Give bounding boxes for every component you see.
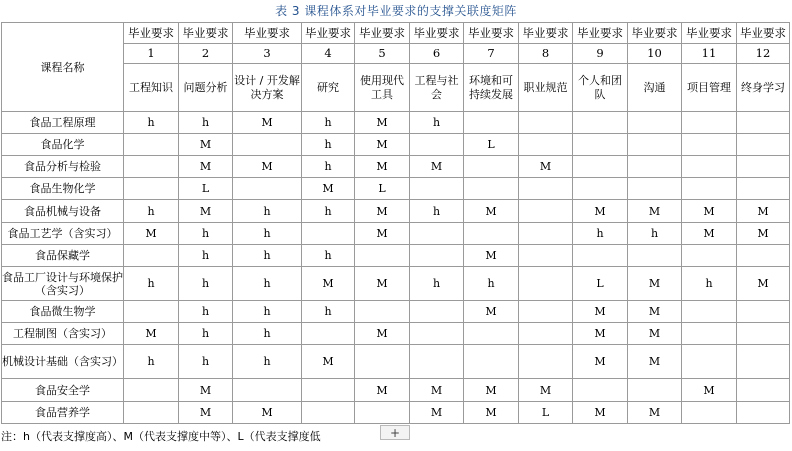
support-level-cell: h <box>124 112 179 134</box>
support-level-cell: M <box>124 223 179 245</box>
support-level-cell: h <box>233 200 302 223</box>
support-level-cell: M <box>628 267 682 301</box>
course-name-cell: 食品化学 <box>2 134 124 156</box>
support-level-cell: h <box>179 301 233 323</box>
table-row <box>2 112 790 134</box>
support-level-cell <box>124 134 179 156</box>
course-name-cell: 食品微生物学 <box>2 301 124 323</box>
requirement-prefix: 毕业要求 <box>519 23 573 44</box>
support-level-cell: M <box>464 301 519 323</box>
support-level-cell <box>519 112 573 134</box>
requirement-prefix: 毕业要求 <box>682 23 737 44</box>
support-level-cell: M <box>737 200 790 223</box>
support-level-cell <box>682 134 737 156</box>
requirement-number: 1 <box>124 44 179 64</box>
support-level-cell <box>737 345 790 379</box>
support-level-cell: M <box>410 156 464 178</box>
support-level-cell <box>464 223 519 245</box>
support-level-cell <box>573 156 628 178</box>
support-level-cell <box>124 379 179 402</box>
support-level-cell <box>124 402 179 424</box>
support-level-cell <box>682 345 737 379</box>
requirement-number: 2 <box>179 44 233 64</box>
course-name-cell: 食品工厂设计与环境保护（含实习） <box>2 267 124 301</box>
table-row <box>2 267 790 301</box>
requirement-prefix: 毕业要求 <box>179 23 233 44</box>
support-level-cell: M <box>179 402 233 424</box>
course-name-cell: 食品机械与设备 <box>2 200 124 223</box>
support-level-cell: M <box>682 223 737 245</box>
requirement-prefix: 毕业要求 <box>464 23 519 44</box>
support-level-cell: M <box>573 323 628 345</box>
support-level-cell: M <box>410 402 464 424</box>
course-name-cell: 食品保藏学 <box>2 245 124 267</box>
support-level-cell <box>573 178 628 200</box>
support-level-cell <box>628 379 682 402</box>
support-level-cell: h <box>302 112 355 134</box>
requirement-prefix: 毕业要求 <box>233 23 302 44</box>
support-level-cell <box>737 156 790 178</box>
requirement-name: 使用现代工具 <box>355 64 410 112</box>
support-level-cell <box>410 134 464 156</box>
table-row <box>2 156 790 178</box>
support-level-cell <box>737 112 790 134</box>
support-level-cell: h <box>179 345 233 379</box>
requirement-prefix: 毕业要求 <box>355 23 410 44</box>
table-row <box>2 134 790 156</box>
support-level-cell: h <box>302 156 355 178</box>
support-level-cell <box>302 323 355 345</box>
support-level-cell <box>519 245 573 267</box>
table-row <box>2 200 790 223</box>
table-row <box>2 345 790 379</box>
requirement-prefix: 毕业要求 <box>124 23 179 44</box>
support-level-cell: L <box>355 178 410 200</box>
support-level-cell: M <box>519 379 573 402</box>
support-level-cell: M <box>682 379 737 402</box>
support-level-cell <box>464 323 519 345</box>
support-level-cell <box>519 301 573 323</box>
requirement-number: 7 <box>464 44 519 64</box>
add-button[interactable]: + <box>380 425 410 440</box>
requirement-name: 项目管理 <box>682 64 737 112</box>
legend-note: 注：h（代表支撑度高）、M（代表支撑度中等）、L（代表支撑度低 <box>1 430 321 443</box>
support-level-cell <box>682 323 737 345</box>
table-row <box>2 301 790 323</box>
support-level-cell: M <box>628 402 682 424</box>
support-level-cell: M <box>628 301 682 323</box>
support-level-cell <box>124 245 179 267</box>
support-level-cell <box>682 402 737 424</box>
support-level-cell <box>519 134 573 156</box>
support-level-cell: M <box>464 379 519 402</box>
support-level-cell: M <box>355 379 410 402</box>
support-level-cell <box>628 134 682 156</box>
requirement-name: 个人和团队 <box>573 64 628 112</box>
support-level-cell <box>573 379 628 402</box>
support-level-cell <box>519 223 573 245</box>
table-header <box>2 23 790 112</box>
support-level-cell: M <box>179 134 233 156</box>
support-level-cell: h <box>179 223 233 245</box>
support-level-cell <box>410 345 464 379</box>
support-level-cell: M <box>355 112 410 134</box>
support-level-cell <box>628 178 682 200</box>
support-level-cell <box>737 323 790 345</box>
support-level-cell: M <box>355 156 410 178</box>
requirement-number: 6 <box>410 44 464 64</box>
support-level-cell: h <box>302 301 355 323</box>
support-level-cell <box>682 178 737 200</box>
support-level-cell: M <box>179 379 233 402</box>
support-level-cell: M <box>573 301 628 323</box>
support-level-cell: L <box>573 267 628 301</box>
support-level-cell: h <box>179 245 233 267</box>
requirement-number: 5 <box>355 44 410 64</box>
support-level-cell: h <box>179 267 233 301</box>
support-level-cell: h <box>682 267 737 301</box>
support-level-cell: h <box>124 345 179 379</box>
support-level-cell <box>464 156 519 178</box>
support-level-cell: M <box>628 323 682 345</box>
requirement-number: 3 <box>233 44 302 64</box>
support-level-cell <box>302 402 355 424</box>
support-level-cell: h <box>628 223 682 245</box>
support-level-cell <box>519 267 573 301</box>
support-level-cell <box>233 134 302 156</box>
support-level-cell <box>737 245 790 267</box>
support-level-cell <box>682 301 737 323</box>
support-level-cell: M <box>464 245 519 267</box>
support-level-cell <box>682 112 737 134</box>
support-level-cell <box>355 345 410 379</box>
support-level-cell: h <box>573 223 628 245</box>
table-body <box>2 112 790 424</box>
support-level-cell: h <box>302 245 355 267</box>
support-level-cell: M <box>179 200 233 223</box>
support-level-cell <box>464 178 519 200</box>
support-level-cell <box>233 379 302 402</box>
support-level-cell: M <box>628 200 682 223</box>
support-level-cell: h <box>233 245 302 267</box>
support-level-cell: M <box>682 200 737 223</box>
support-level-cell: h <box>410 200 464 223</box>
requirement-name: 问题分析 <box>179 64 233 112</box>
support-level-cell: M <box>233 112 302 134</box>
support-level-cell: L <box>519 402 573 424</box>
support-matrix-table <box>1 22 790 424</box>
support-level-cell: h <box>233 267 302 301</box>
support-level-cell: L <box>464 134 519 156</box>
requirement-number: 9 <box>573 44 628 64</box>
support-level-cell: h <box>233 223 302 245</box>
table-row <box>2 178 790 200</box>
support-level-cell: h <box>233 345 302 379</box>
support-level-cell <box>355 402 410 424</box>
support-level-cell <box>302 379 355 402</box>
support-level-cell: L <box>179 178 233 200</box>
support-level-cell: M <box>355 323 410 345</box>
requirement-number: 4 <box>302 44 355 64</box>
support-level-cell <box>737 402 790 424</box>
support-level-cell <box>737 178 790 200</box>
requirement-number: 11 <box>682 44 737 64</box>
support-level-cell: M <box>573 402 628 424</box>
support-level-cell <box>682 156 737 178</box>
table-row <box>2 402 790 424</box>
support-level-cell: h <box>410 112 464 134</box>
support-level-cell: M <box>573 200 628 223</box>
support-level-cell: M <box>628 345 682 379</box>
support-level-cell <box>464 112 519 134</box>
support-level-cell: M <box>355 267 410 301</box>
support-level-cell <box>355 301 410 323</box>
support-level-cell: M <box>302 345 355 379</box>
support-level-cell <box>628 245 682 267</box>
support-level-cell: M <box>355 223 410 245</box>
support-level-cell: h <box>124 200 179 223</box>
requirement-prefix: 毕业要求 <box>628 23 682 44</box>
support-level-cell: M <box>124 323 179 345</box>
support-level-cell: h <box>302 134 355 156</box>
support-level-cell <box>302 223 355 245</box>
support-level-cell <box>233 178 302 200</box>
support-level-cell <box>355 245 410 267</box>
support-level-cell: M <box>179 156 233 178</box>
support-level-cell <box>124 178 179 200</box>
course-name-cell: 食品安全学 <box>2 379 124 402</box>
support-level-cell: h <box>302 200 355 223</box>
support-level-cell <box>519 323 573 345</box>
course-name-cell: 食品分析与检验 <box>2 156 124 178</box>
requirement-name: 研究 <box>302 64 355 112</box>
support-level-cell: h <box>124 267 179 301</box>
requirement-name: 职业规范 <box>519 64 573 112</box>
support-level-cell <box>628 112 682 134</box>
support-level-cell <box>410 301 464 323</box>
support-level-cell <box>737 301 790 323</box>
support-level-cell: M <box>464 402 519 424</box>
requirement-prefix: 毕业要求 <box>302 23 355 44</box>
requirement-number: 10 <box>628 44 682 64</box>
requirement-prefix: 毕业要求 <box>410 23 464 44</box>
course-name-cell: 工程制图（含实习） <box>2 323 124 345</box>
support-level-cell <box>737 134 790 156</box>
support-level-cell: h <box>179 323 233 345</box>
support-level-cell: M <box>355 134 410 156</box>
support-level-cell <box>573 134 628 156</box>
course-name-cell: 机械设计基础（含实习） <box>2 345 124 379</box>
requirement-name: 工程知识 <box>124 64 179 112</box>
support-level-cell: h <box>410 267 464 301</box>
support-level-cell: M <box>573 345 628 379</box>
support-level-cell: M <box>464 200 519 223</box>
support-level-cell <box>682 245 737 267</box>
table-row <box>2 323 790 345</box>
support-level-cell <box>124 301 179 323</box>
course-name-cell: 食品营养学 <box>2 402 124 424</box>
table-row <box>2 223 790 245</box>
support-level-cell <box>628 156 682 178</box>
support-level-cell: h <box>233 323 302 345</box>
support-level-cell <box>410 178 464 200</box>
requirement-name: 工程与社会 <box>410 64 464 112</box>
support-level-cell: M <box>410 379 464 402</box>
support-level-cell <box>573 112 628 134</box>
support-level-cell <box>410 323 464 345</box>
course-name-cell: 食品工艺学（含实习） <box>2 223 124 245</box>
support-level-cell <box>573 245 628 267</box>
support-level-cell: h <box>233 301 302 323</box>
table-title: 表 3 课程体系对毕业要求的支撑关联度矩阵 <box>275 4 517 18</box>
support-level-cell: M <box>737 223 790 245</box>
support-level-cell: M <box>302 267 355 301</box>
support-level-cell <box>124 156 179 178</box>
support-level-cell <box>410 223 464 245</box>
support-level-cell <box>519 178 573 200</box>
requirement-number: 8 <box>519 44 573 64</box>
support-level-cell: h <box>179 112 233 134</box>
course-name-cell: 食品生物化学 <box>2 178 124 200</box>
requirement-name: 终身学习 <box>737 64 790 112</box>
requirement-number: 12 <box>737 44 790 64</box>
course-name-header: 课程名称 <box>2 23 124 112</box>
requirement-prefix: 毕业要求 <box>573 23 628 44</box>
support-level-cell: M <box>233 402 302 424</box>
requirement-prefix: 毕业要求 <box>737 23 790 44</box>
support-level-cell <box>519 345 573 379</box>
support-level-cell: h <box>464 267 519 301</box>
requirement-name: 设计 / 开发解决方案 <box>233 64 302 112</box>
course-name-cell: 食品工程原理 <box>2 112 124 134</box>
requirement-name: 沟通 <box>628 64 682 112</box>
support-level-cell: M <box>233 156 302 178</box>
support-level-cell <box>410 245 464 267</box>
support-level-cell: M <box>737 267 790 301</box>
support-level-cell: M <box>302 178 355 200</box>
support-level-cell: M <box>355 200 410 223</box>
support-level-cell: M <box>519 156 573 178</box>
support-level-cell <box>464 345 519 379</box>
support-level-cell <box>737 379 790 402</box>
requirement-name: 环境和可持续发展 <box>464 64 519 112</box>
support-level-cell <box>519 200 573 223</box>
table-row <box>2 379 790 402</box>
table-row <box>2 245 790 267</box>
